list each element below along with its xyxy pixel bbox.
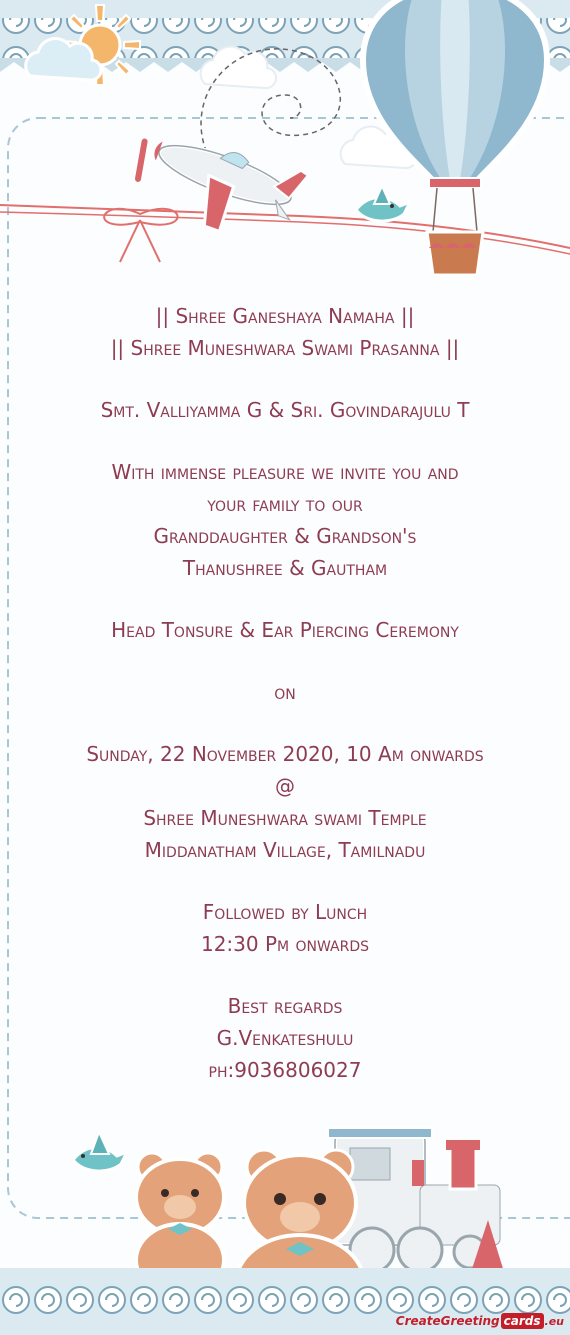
- sender-name: G.Venkateshulu: [216, 1026, 354, 1050]
- venue-line-2: Middanatham Village, Tamilnadu: [144, 838, 426, 862]
- honorees-line: Thanushree & Gautham: [182, 556, 388, 580]
- bird-icon: [356, 186, 410, 221]
- venue-line-1: Shree Muneshwara swami Temple: [143, 806, 427, 830]
- hot-air-balloon-icon: [363, 0, 547, 275]
- event-line: Head Tonsure & Ear Piercing Ceremony: [111, 618, 459, 642]
- lunch-time-line: 12:30 Pm onwards: [200, 932, 370, 956]
- blessing-line-2: || Shree Muneshwara Swami Prasanna ||: [110, 336, 460, 360]
- watermark-part-1: CreateGreeting: [395, 1314, 500, 1328]
- regards-line: Best regards: [227, 994, 343, 1018]
- blessing-line-1: || Shree Ganeshaya Namaha ||: [155, 304, 415, 328]
- invitation-text: [0, 300, 570, 1086]
- invite-line-1: With immense pleasure we invite you and: [111, 460, 459, 484]
- invite-line-2: your family to our: [207, 492, 363, 516]
- airplane-icon: [121, 116, 308, 253]
- on-word: on: [274, 680, 296, 704]
- at-symbol: @: [275, 774, 295, 798]
- phone-number: ph:9036806027: [208, 1058, 362, 1082]
- watermark-part-2: cards: [501, 1313, 544, 1329]
- date-time-line: Sunday, 22 November 2020, 10 Am onwards: [86, 742, 484, 766]
- followed-by-line: Followed by Lunch: [202, 900, 368, 924]
- hosts-line: Smt. Valliyamma G & Sri. Govindarajulu T: [100, 398, 470, 422]
- watermark-logo: [396, 1313, 564, 1329]
- watermark-part-3: .eu: [544, 1314, 564, 1328]
- relation-line: Granddaughter & Grandson's: [153, 524, 417, 548]
- bird-icon: [73, 1132, 127, 1171]
